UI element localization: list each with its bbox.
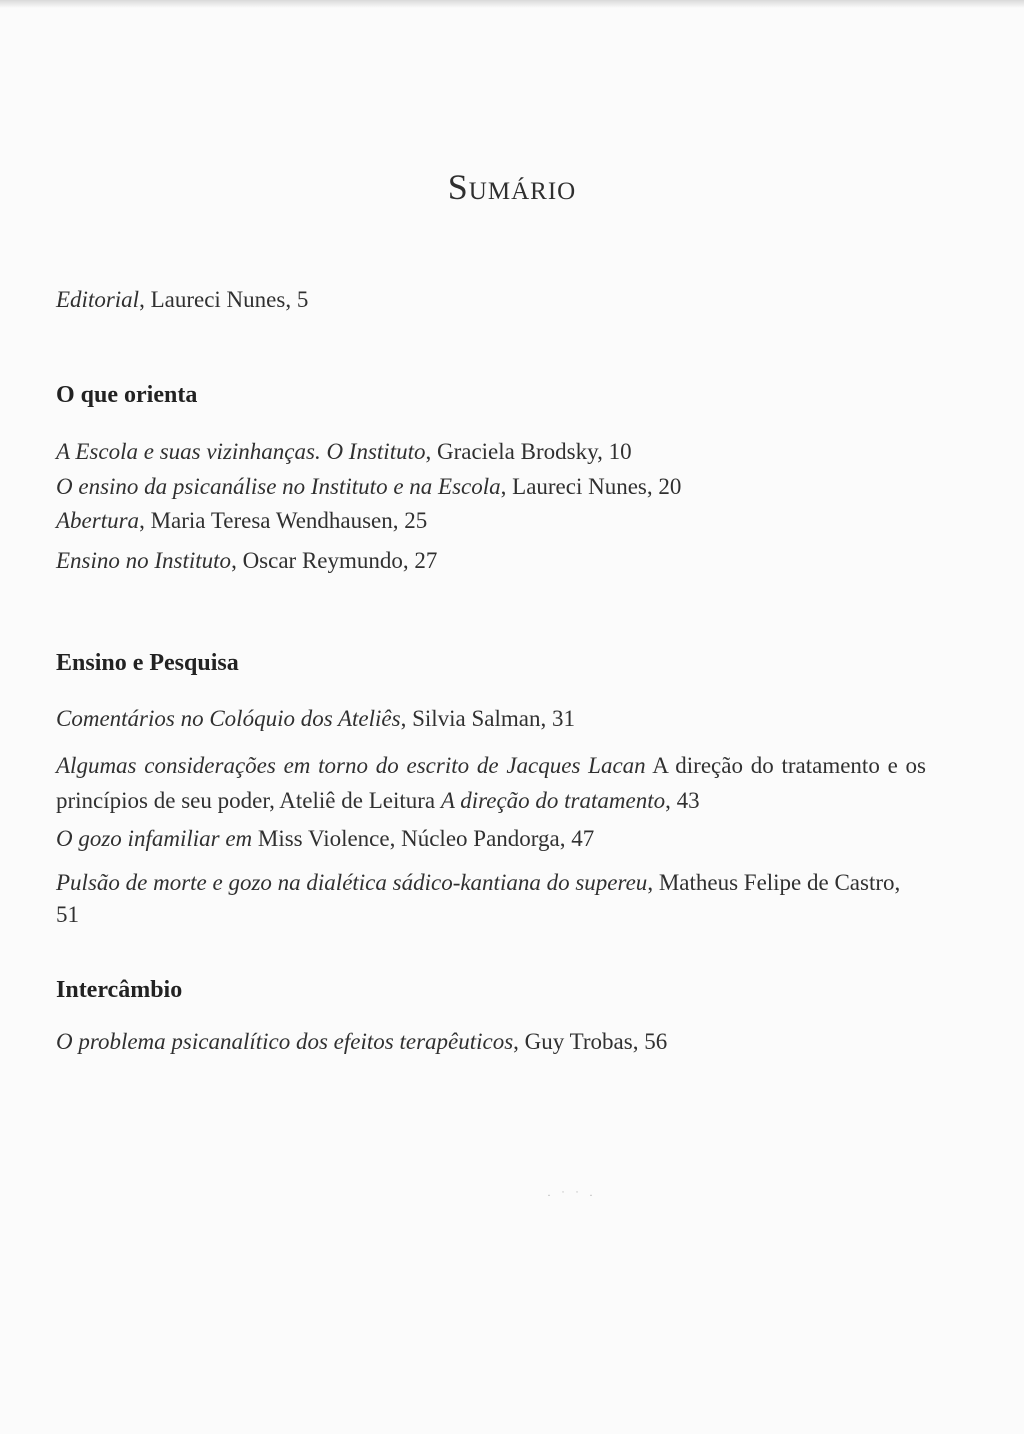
entry-page: 25 — [404, 508, 428, 533]
entry-page: 56 — [644, 1029, 668, 1054]
entry-title-regular: Miss Violence — [257, 826, 390, 851]
toc-entry: O gozo infamiliar em Miss Violence, Núcleo Pandorga, 47 — [56, 826, 595, 851]
entry-page: 10 — [608, 439, 632, 464]
toc-entry: Algumas considerações em torno do escrito de Jacques Lacan A direção do tratamento e os princípios de seu poder, Ateliê de Leitura A direção do tratamento, 43 — [56, 753, 926, 813]
page-title: Sumário — [447, 167, 577, 207]
entry-author: Silvia Salman — [412, 706, 541, 731]
entry-author: Ateliê de Leitura — [279, 788, 436, 813]
toc-entry: Comentários no Colóquio dos Ateliês, Silvia Salman, 31 — [56, 706, 576, 731]
section-title-ensino-e-pesquisa: Ensino e Pesquisa — [56, 650, 239, 676]
section-title-intercambio: Intercâmbio — [56, 977, 183, 1003]
toc-entry: Pulsão de morte e gozo na dialética sádico-kantiana do supereu, Matheus Felipe de Castro, 51 — [56, 870, 901, 927]
entry-author: Graciela Brodsky — [436, 439, 598, 464]
entry-author: Guy Trobas — [524, 1029, 633, 1054]
entry-subtitle: A direção do tratamento — [440, 788, 666, 813]
entry-title: Comentários no Colóquio dos Ateliês — [56, 706, 401, 731]
entry-author: Laureci Nunes — [512, 474, 647, 499]
entry-author: Oscar Reymundo — [242, 548, 403, 573]
editorial-entry: Editorial, Laureci Nunes, 5 — [56, 287, 309, 312]
page-top-edge — [0, 0, 1024, 8]
entry-author: Maria Teresa Wendhausen — [150, 508, 393, 533]
toc-entry: O ensino da psicanálise no Instituto e na Escola, Laureci Nunes, 20 — [56, 474, 682, 499]
entry-title: Abertura — [56, 508, 140, 533]
entry-title: O problema psicanalítico dos efeitos terapêuticos — [56, 1029, 514, 1054]
toc-entry: A Escola e suas vizinhanças. O Instituto, Graciela Brodsky, 10 — [56, 439, 632, 464]
entry-page: 27 — [414, 548, 438, 573]
editorial-author: Laureci Nunes — [150, 287, 286, 312]
editorial-title: Editorial — [56, 287, 140, 312]
entry-author: Núcleo Pandorga — [401, 826, 560, 851]
entry-page: 31 — [552, 706, 576, 731]
entry-title-regular: A direção do tratamento e os princípios de seu poder — [56, 753, 926, 813]
entry-title: Ensino no Instituto — [56, 548, 232, 573]
entry-page: 51 — [56, 902, 79, 927]
entry-page: 47 — [571, 826, 595, 851]
entry-author: Matheus Felipe de Castro — [658, 870, 895, 895]
entry-title: A Escola e suas vizinhanças. O Instituto — [56, 439, 426, 464]
section-title-o-que-orienta: O que orienta — [56, 382, 198, 408]
scan-speckles: ·˙˙· — [547, 1188, 603, 1202]
entry-page: 20 — [658, 474, 682, 499]
toc-entry: O problema psicanalítico dos efeitos terapêuticos, Guy Trobas, 56 — [56, 1029, 668, 1054]
entry-title: Pulsão de morte e gozo na dialética sádico-kantiana do supereu — [56, 870, 648, 895]
editorial-page: 5 — [296, 287, 309, 312]
toc-entry: Ensino no Instituto, Oscar Reymundo, 27 — [56, 548, 438, 573]
entry-title: O gozo infamiliar em — [56, 826, 253, 851]
entry-title: Algumas considerações em torno do escrito de Jacques Lacan — [56, 753, 646, 778]
entry-title: O ensino da psicanálise no Instituto e na Escola — [56, 474, 501, 499]
toc-entry: Abertura, Maria Teresa Wendhausen, 25 — [56, 508, 428, 533]
entry-page: 43 — [676, 788, 700, 813]
